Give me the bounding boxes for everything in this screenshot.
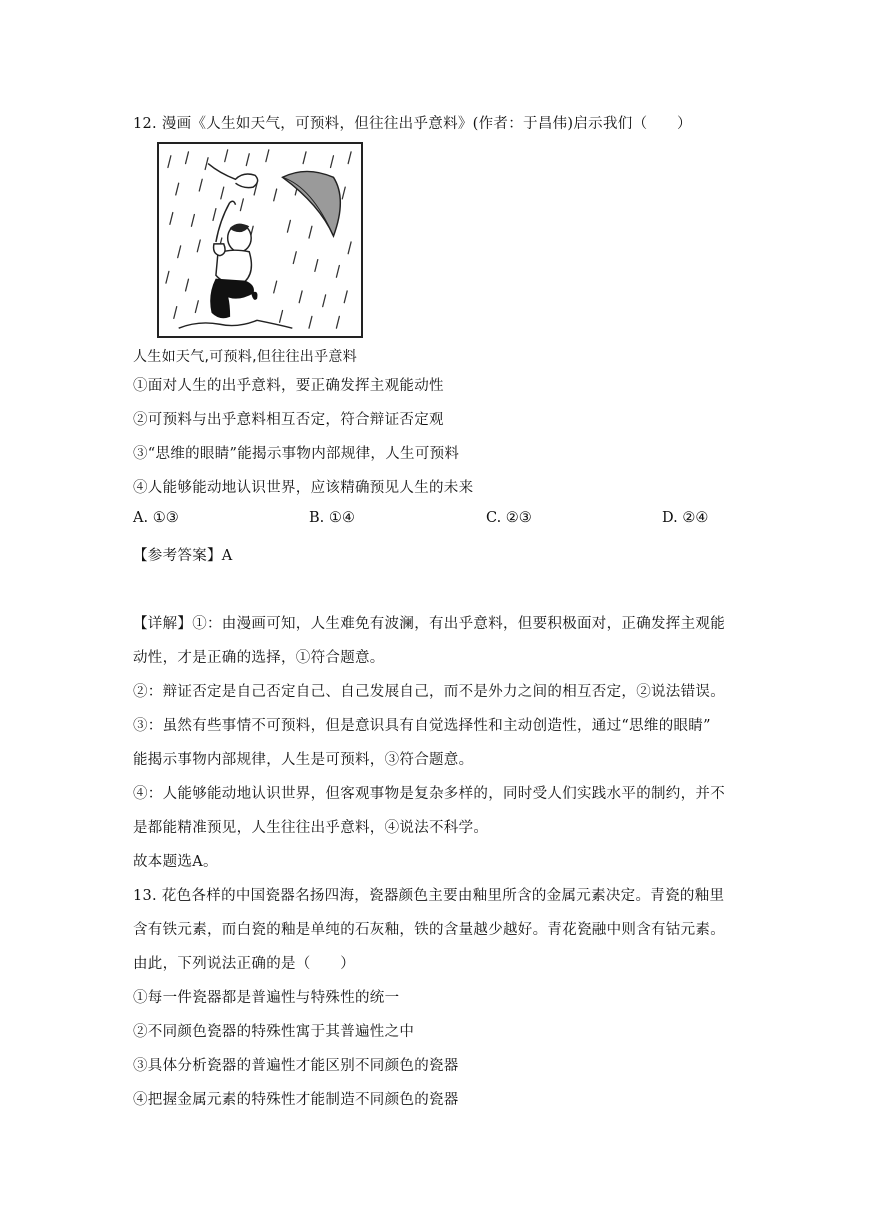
q12-option-a: A. ①③	[133, 510, 179, 526]
q12-option-b: B. ①④	[309, 510, 355, 526]
cartoon-image	[157, 142, 363, 338]
cartoon-drawing	[159, 144, 361, 336]
q13-stem-line-2: 含有铁元素，而白瓷的釉是单纯的石灰釉，铁的含量越少越好。青花瓷融中则含有钴元素。	[133, 922, 725, 938]
q13-stem-line-1: 13. 花色各样的中国瓷器名扬四海，瓷器颜色主要由釉里所含的金属元素决定。青瓷的釉里	[133, 888, 725, 904]
q12-explanation-line-7: 是都能精准预见，人生往往出乎意料，④说法不科学。	[133, 820, 489, 836]
q12-stem: 12. 漫画《人生如天气，可预料，但往往出乎意料》(作者：于昌伟)启示我们（ ）	[133, 116, 692, 132]
q12-explanation-line-2: 动性，才是正确的选择，①符合题意。	[133, 650, 385, 666]
q12-explanation-line-8: 故本题选A。	[133, 854, 218, 870]
q12-statement-1: ①面对人生的出乎意料，要正确发挥主观能动性	[133, 378, 444, 394]
q13-stem-line-3: 由此，下列说法正确的是（ ）	[133, 956, 355, 972]
q13-statement-1: ①每一件瓷器都是普遍性与特殊性的统一	[133, 990, 400, 1006]
q13-statement-3: ③具体分析瓷器的普遍性才能区别不同颜色的瓷器	[133, 1058, 459, 1074]
q13-statement-2: ②不同颜色瓷器的特殊性寓于其普遍性之中	[133, 1024, 415, 1040]
q12-explanation-line-5: 能揭示事物内部规律，人生是可预料，③符合题意。	[133, 752, 474, 768]
q12-option-d: D. ②④	[662, 510, 709, 526]
q12-explanation-line-1: 【详解】①：由漫画可知，人生难免有波澜，有出乎意料，但要积极面对，正确发挥主观能	[133, 616, 725, 632]
q12-answer: 【参考答案】A	[133, 548, 233, 564]
q12-statement-4: ④人能够能动地认识世界，应该精确预见人生的未来	[133, 480, 474, 496]
q12-caption: 人生如天气,可预料,但往往出乎意料	[133, 349, 357, 365]
q12-statement-3: ③“思维的眼睛”能揭示事物内部规律，人生可预料	[133, 446, 460, 462]
q12-statement-2: ②可预料与出乎意料相互否定，符合辩证否定观	[133, 412, 444, 428]
q12-option-c: C. ②③	[486, 510, 532, 526]
q12-explanation-line-6: ④：人能够能动地认识世界，但客观事物是复杂多样的，同时受人们实践水平的制约，并不	[133, 786, 725, 802]
q12-explanation-line-4: ③：虽然有些事情不可预料，但是意识具有自觉选择性和主动创造性，通过“思维的眼睛”	[133, 718, 711, 734]
q13-statement-4: ④把握金属元素的特殊性才能制造不同颜色的瓷器	[133, 1092, 459, 1108]
q12-explanation-line-3: ②：辩证否定是自己否定自己、自己发展自己，而不是外力之间的相互否定，②说法错误。	[133, 684, 725, 700]
